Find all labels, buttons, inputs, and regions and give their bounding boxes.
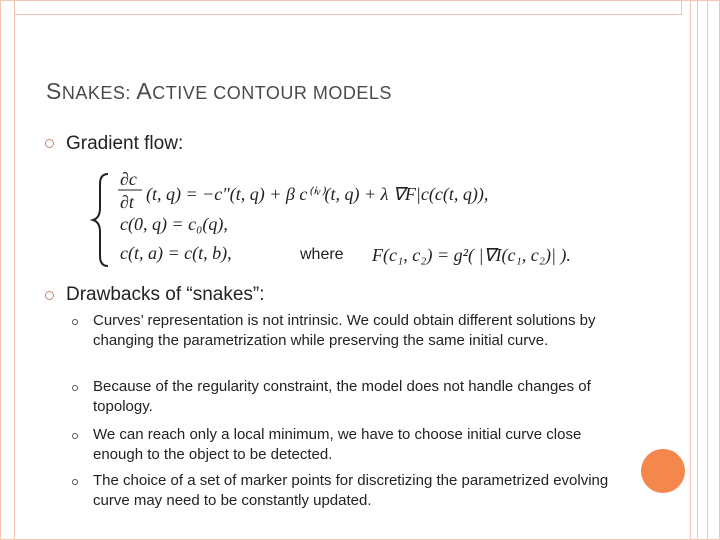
frame-right-bar (690, 0, 708, 539)
where-label: where (300, 246, 344, 263)
svg-text:∂c: ∂c (120, 169, 137, 189)
gradient-flow-equation (90, 168, 650, 272)
eq-line1-rhs: (t, q) = −c″(t, q) + β c⁽ⁱᵛ⁾(t, q) + λ ∇F|c(c(t, q)), (146, 184, 489, 204)
bullet-icon (45, 139, 54, 148)
title-part: S (46, 78, 62, 104)
eq-line3: c(t, a) = c(t, b), (120, 243, 232, 263)
title-part: A (136, 78, 153, 104)
slide-title (46, 78, 392, 105)
drawback-item: Because of the regularity constraint, the model does not handle changes of topology. (93, 378, 591, 415)
title-part: CTIVE CONTOUR MODELS (152, 83, 392, 103)
bullet-gradient-flow: Gradient flow: (66, 133, 184, 154)
drawback-item: We can reach only a local minimum, we have to choose initial curve close enough to the object to be detected. (93, 426, 582, 463)
eq-where-expr: F(c₁, c₂) = g²( |∇I(c₁, c₂)| ). (372, 245, 571, 265)
sub-bullet-icon (72, 319, 78, 325)
sub-bullet-icon (72, 385, 78, 391)
frame-right-line (697, 0, 698, 539)
title-part: NAKES: (61, 83, 137, 103)
bullet-icon (45, 291, 54, 300)
sub-bullet-icon (72, 479, 78, 485)
bullet-drawbacks: Drawbacks of “snakes”: (66, 284, 265, 305)
drawback-item: The choice of a set of marker points for discretizing the parametrized evolving curve may need to be constantly updated. (93, 472, 609, 509)
drawback-item: Curves’ representation is not intrinsic. We could obtain different solutions by changing the parametrization while preserving the same initial curve. (93, 312, 596, 349)
svg-text:∂t: ∂t (120, 192, 134, 212)
sub-bullet-icon (72, 433, 78, 439)
eq-line2: c(0, q) = c₀(q), (120, 214, 228, 234)
frame-top-bar (14, 0, 682, 15)
frame-left-line (14, 14, 15, 540)
accent-circle (641, 449, 685, 493)
